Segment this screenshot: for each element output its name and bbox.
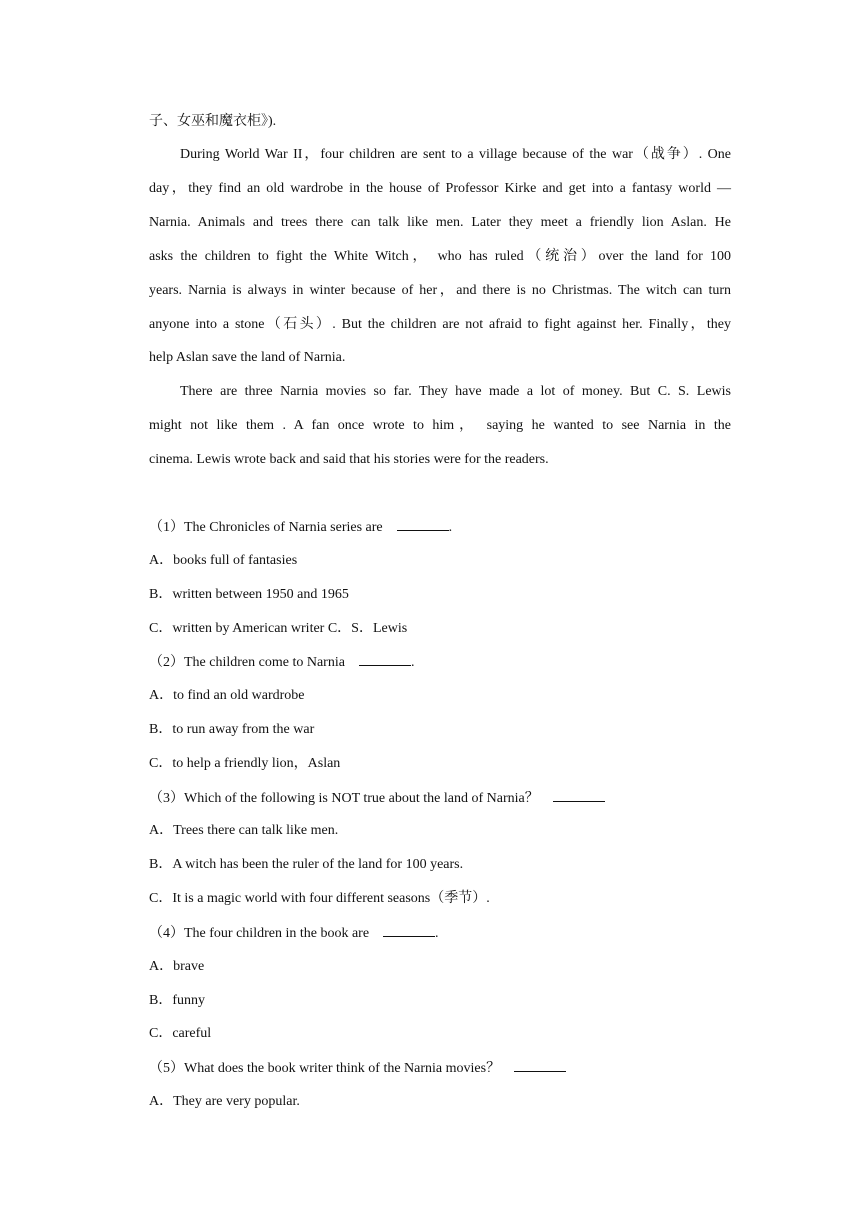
question-end: . — [410, 655, 415, 670]
answer-blank — [397, 518, 449, 531]
passage-line: anyone into a stone（石头）. But the children are not afraid to fight against her. Finally，they — [149, 317, 731, 332]
answer-option: A．They are very popular. — [149, 1094, 300, 1109]
question-text: （2）The children come to Narnia — [149, 655, 345, 670]
answer-blank — [514, 1059, 566, 1072]
answer-option: C．It is a magic world with four different seasons（季节）. — [149, 891, 490, 906]
answer-option: B．funny — [149, 993, 205, 1008]
question-text: （1）The Chronicles of Narnia series are — [149, 520, 383, 535]
question-stem — [149, 1059, 731, 1078]
answer-option: C．careful — [149, 1026, 212, 1041]
passage-line: day，they find an old wardrobe in the house of Professor Kirke and get into a fantasy world — — [149, 181, 731, 196]
question-stem — [149, 518, 731, 537]
passage-line: During World War II，four children are sent to a village because of the war（战争）. One — [180, 147, 731, 162]
answer-option: B．to run away from the war — [149, 722, 315, 737]
passage-line: years. Narnia is always in winter because of her，and there is no Christmas. The witch can turn — [149, 283, 731, 298]
question-text: （4）The four children in the book are — [149, 926, 370, 941]
answer-option: A．brave — [149, 959, 205, 974]
answer-option: B．written between 1950 and 1965 — [149, 587, 349, 602]
answer-blank — [553, 789, 605, 802]
answer-option: A．to find an old wardrobe — [149, 688, 305, 703]
passage-line: 子、女巫和魔衣柜》). — [149, 114, 277, 129]
question-end: . — [448, 520, 453, 535]
question-text: （5）What does the book writer think of the Narnia movies？ — [149, 1061, 501, 1076]
answer-blank — [383, 924, 435, 937]
answer-option: A．books full of fantasies — [149, 553, 298, 568]
answer-option: B．A witch has been the ruler of the land for 100 years. — [149, 857, 464, 872]
passage-line: might not like them . A fan once wrote to him， saying he wanted to see Narnia in the — [149, 418, 731, 433]
answer-option: C．to help a friendly lion，Aslan — [149, 756, 341, 771]
question-stem — [149, 924, 731, 943]
passage-line: help Aslan save the land of Narnia. — [149, 350, 346, 365]
question-stem — [149, 653, 731, 672]
answer-blank — [359, 653, 411, 666]
answer-option: C．written by American writer C．S．Lewis — [149, 621, 408, 636]
passage-line: Narnia. Animals and trees there can talk like men. Later they meet a friendly lion Aslan. He — [149, 215, 731, 230]
answer-option: A．Trees there can talk like men. — [149, 823, 339, 838]
passage-line: There are three Narnia movies so far. They have made a lot of money. But C. S. Lewis — [180, 384, 731, 399]
question-stem — [149, 789, 731, 808]
question-end: . — [435, 926, 439, 941]
question-text: （3）Which of the following is NOT true about the land of Narnia？ — [149, 791, 539, 806]
passage-line: cinema. Lewis wrote back and said that his stories were for the readers. — [149, 452, 549, 467]
passage-line: asks the children to fight the White Witch， who has ruled（统治）over the land for 100 — [149, 249, 731, 264]
